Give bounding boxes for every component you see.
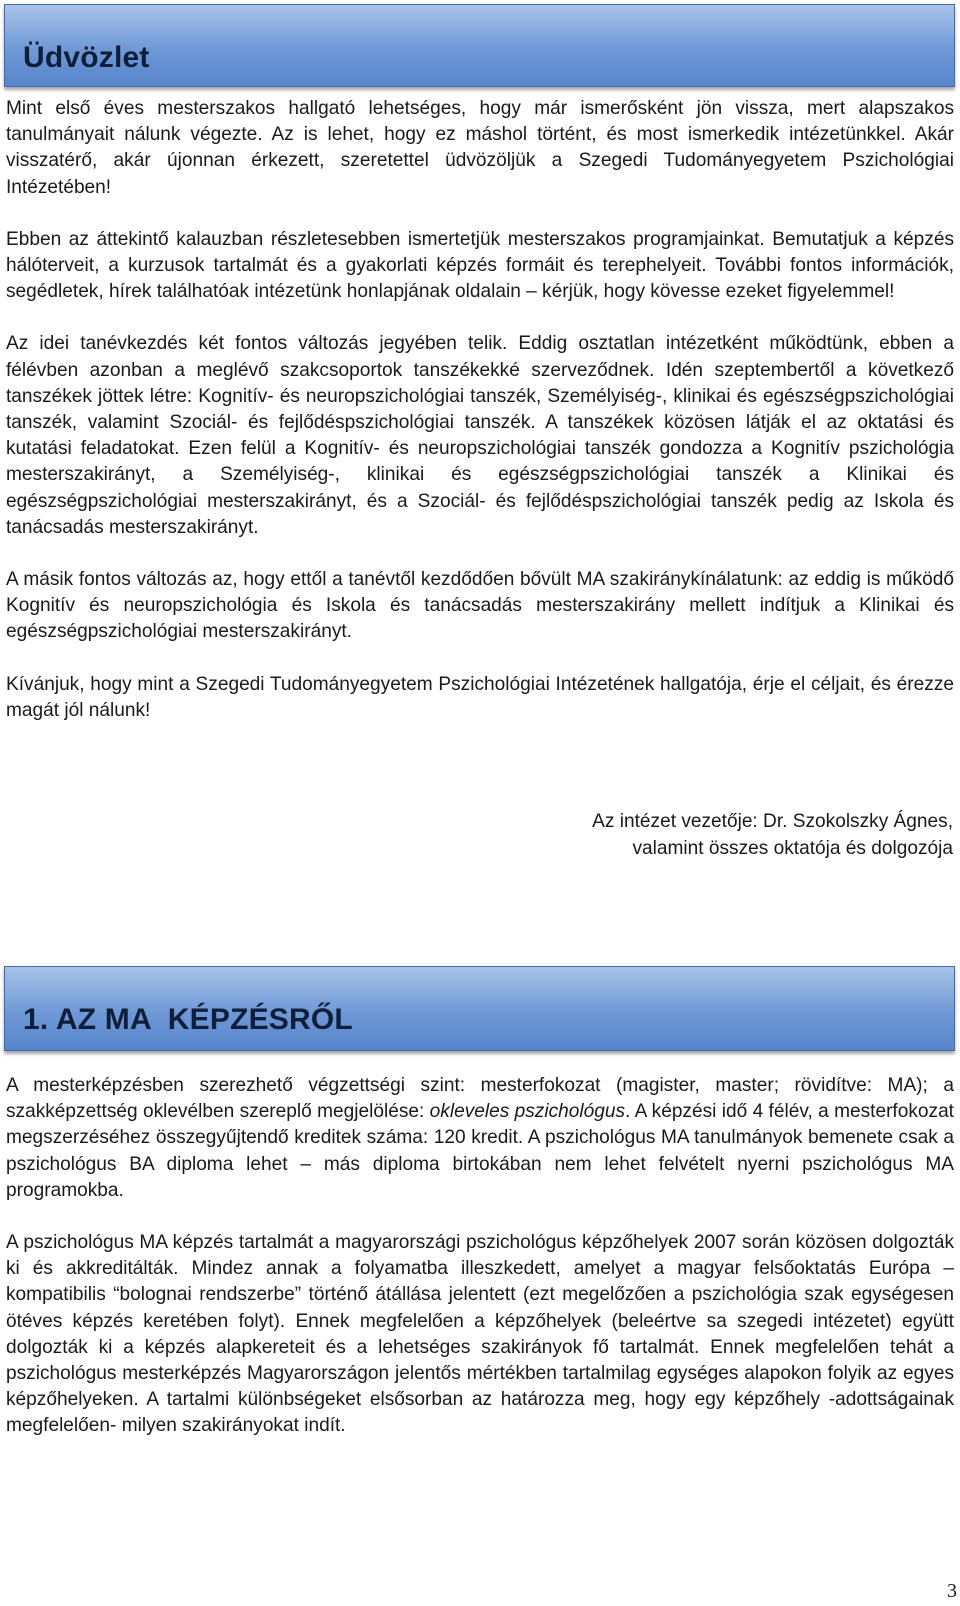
section-heading-ma: 1. AZ MA KÉPZÉSRŐL xyxy=(23,1003,353,1036)
paragraph: Kívánjuk, hogy mint a Szegedi Tudományegyetem Pszichológiai Intézetének hallgatója, érje el céljait, és érezze magát jól nálunk! xyxy=(6,673,954,721)
signature-block xyxy=(592,808,953,862)
page-number: 3 xyxy=(947,1580,957,1602)
paragraph: Ebben az áttekintő kalauzban részletesebben ismertetjük mesterszakos programjainkat. Bemutatjuk a képzés hálóterveit, a kurzusok tartalmát és a gyakorlati képzés formáit és terephelyeit. További fontos információk, segédletek, hírek találhatóak intézetünk honlapjának oldalain – kérjük, hogy kövesse ezeket figyelemmel! xyxy=(6,228,954,303)
paragraph: A másik fontos változás az, hogy ettől a tanévtől kezdődően bővült MA szakiránykínálatunk: az eddig is működő Kognitív és neuropszichológia és Iskola és tanácsadás mesterszakirány mellett indítjuk a Klinikai és egészségpszichológiai mesterszakirányt. xyxy=(6,569,954,643)
welcome-body xyxy=(6,96,954,724)
ma-body xyxy=(6,1073,954,1440)
paragraph: Az idei tanévkezdés két fontos változás jegyében telik. Eddig osztatlan intézetként működtünk, ebben a félévben azonban a meglévő szakcsoportok tanszékekké szerveződnek. Idén szeptembertől a következő tanszékek jöttek létre: Kognitív- és neuropszichológiai tanszék, Személyiség-, klinikai és egészségpszichológiai tanszék, valamint Szociál- és fejlődéspszichológiai tanszék. A tanszékek közösen látják el az oktatási és kutatási feladatokat. Ezen felül a Kognitív- és neuropszichológiai tanszék gondozza a Kognitív pszichológia mesterszakirányt, a Személyiség-, klinikai és egészségpszichológiai tanszék a Klinikai és egészségpszichológiai mesterszakirányt, és a Szociál- és fejlődéspszichológiai tanszék pedig az Iskola és tanácsadás mesterszakirányt. xyxy=(6,333,954,538)
paragraph xyxy=(6,1073,954,1204)
signature-line: Az intézet vezetője: Dr. Szokolszky Ágnes, xyxy=(592,811,953,832)
text-run: . A képzési idő 4 félév, a mesterfokozat megszerzéséhez összegyűjtendő kreditek száma: 120 kredit. A pszichológus MA tanulmányok bemenete csak a pszichológus BA diploma lehet – más diploma birtokában nem lehet felvételt nyerni pszichológus MA programokba. xyxy=(6,1101,954,1201)
paragraph: A pszichológus MA képzés tartalmát a magyarországi pszichológus képzőhelyek 2007 során közösen dolgozták ki és akkreditálták. Mindez annak a folyamatba illeszkedett, amelyet a magyar felsőoktatás Európa – kompatibilis “bolognai rendszerbe” történő átállása jelentett (ezt megelőzően a pszichológia szak egységesen ötéves képzés keretében folyt). Ennek megfelelően a képzőhelyek (beleértve sa szegedi intézetet) együtt dolgozták ki a képzés alapkereteit és a lehetséges szakirányok fő tartalmát. Ennek megfelelően tehát a pszichológus mesterképzés Magyarországon jelentős mértékben tartalmilag egységes alapokon folyik az egyes képzőhelyeken. A tartalmi különbségeket elsősorban az határozza meg, hogy egy képzőhely -adottságainak megfelelően- milyen szakirányokat indít. xyxy=(6,1232,954,1437)
section-heading-welcome: Üdvözlet xyxy=(23,41,150,74)
text-run: A mesterképzésben szerezhető végzettségi szint: mesterfokozat (magister, master; rövidítve: MA); a szakképzettség oklevélben szereplő megjelölése: xyxy=(6,1075,954,1123)
qualification-name: okleveles pszichológus xyxy=(429,1101,626,1123)
paragraph: Mint első éves mesterszakos hallgató lehetséges, hogy már ismerősként jön vissza, mert alapszakos tanulmányait nálunk végezte. Az is lehet, hogy ez máshol történt, és most ismerkedik intézetünkkel. Akár visszatérő, akár újonnan érkezett, szeretettel üdvözöljük a Szegedi Tudományegyetem Pszichológiai Intézetében! xyxy=(6,98,954,198)
section-banner-ma xyxy=(4,966,955,1051)
section-banner-welcome xyxy=(4,4,955,87)
signature-line: valamint összes oktatója és dolgozója xyxy=(632,838,953,859)
